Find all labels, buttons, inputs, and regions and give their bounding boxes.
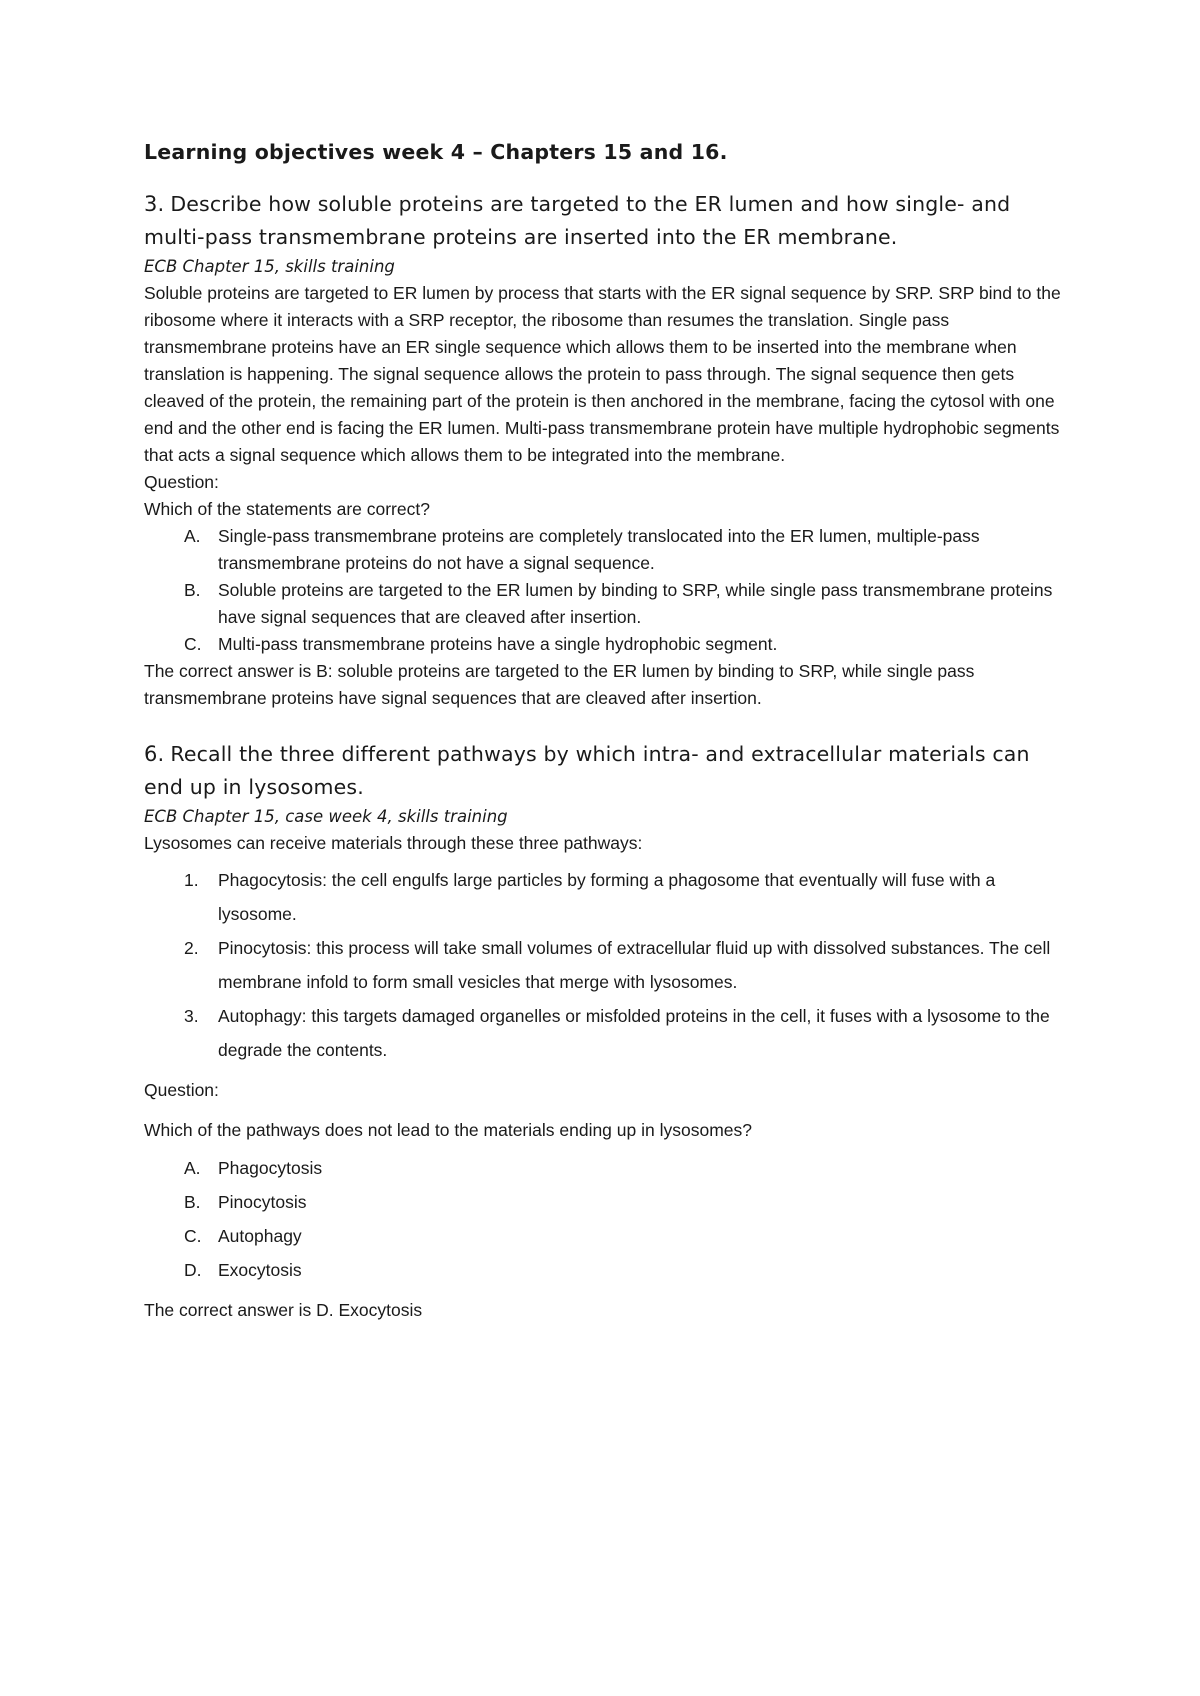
objective-3-heading bbox=[144, 188, 1074, 254]
option-text: Pinocytosis bbox=[218, 1192, 307, 1212]
option-item bbox=[184, 523, 1074, 577]
objective-6-number: 6. bbox=[144, 742, 165, 766]
objective-3-answer-text: Soluble proteins are targeted to ER lumen by process that starts with the ER signal sequence by SRP. SRP bind to the ribosome where it interacts with a SRP receptor, the ribosome than resumes the translation. Single pass transmembrane proteins have an ER single sequence which allows them to be inserted into the membrane when translation is happening. The signal sequence allows the protein to pass through. The signal sequence then gets cleaved of the protein, the remaining part of the protein is then anchored in the membrane, facing the cytosol with one end and the other end is facing the ER lumen. Multi-pass transmembrane protein have multiple hydrophobic segments that acts a signal sequence which allows them to be integrated into the membrane. bbox=[144, 283, 1061, 465]
document-title: Learning objectives week 4 – Chapters 15 and 16. bbox=[144, 140, 728, 164]
option-item bbox=[184, 1151, 1074, 1185]
objective-3-source: ECB Chapter 15, skills training bbox=[144, 257, 395, 276]
pathway-number: 2. bbox=[184, 938, 199, 958]
pathway-text: Phagocytosis: the cell engulfs large particles by forming a phagosome that eventually will fuse with a lysosome. bbox=[218, 870, 996, 924]
option-item bbox=[184, 1185, 1074, 1219]
objective-6-intro: Lysosomes can receive materials through these three pathways: bbox=[144, 833, 643, 853]
option-letter: D. bbox=[184, 1260, 202, 1280]
objective-3-question: Which of the statements are correct? bbox=[144, 499, 430, 519]
pathway-item bbox=[184, 931, 1074, 999]
option-text: Phagocytosis bbox=[218, 1158, 323, 1178]
pathway-item bbox=[184, 999, 1074, 1067]
objective-6-text: Recall the three different pathways by which intra- and extracellular materials can end up in lysosomes. bbox=[144, 742, 1030, 799]
option-text: Exocytosis bbox=[218, 1260, 302, 1280]
objective-3-options bbox=[144, 523, 1074, 658]
pathway-number: 3. bbox=[184, 1006, 199, 1026]
objective-3-question-label: Question: bbox=[144, 472, 219, 492]
pathway-number: 1. bbox=[184, 870, 199, 890]
pathway-text: Autophagy: this targets damaged organelles or misfolded proteins in the cell, it fuses with a lysosome to the degrade the contents. bbox=[218, 1006, 1050, 1060]
option-letter: B. bbox=[184, 1192, 201, 1212]
section-objective-6 bbox=[144, 738, 1074, 1327]
option-text: Multi-pass transmembrane proteins have a single hydrophobic segment. bbox=[218, 634, 778, 654]
option-item bbox=[184, 1253, 1074, 1287]
option-text: Autophagy bbox=[218, 1226, 302, 1246]
option-item bbox=[184, 577, 1074, 631]
objective-3-text: Describe how soluble proteins are targeted to the ER lumen and how single- and multi-pass transmembrane proteins are inserted into the ER membrane. bbox=[144, 192, 1011, 249]
pathway-text: Pinocytosis: this process will take small volumes of extracellular fluid up with dissolved substances. The cell membrane infold to form small vesicles that merge with lysosomes. bbox=[218, 938, 1051, 992]
option-letter: A. bbox=[184, 1158, 201, 1178]
option-letter: B. bbox=[184, 580, 201, 600]
objective-6-correct-answer: The correct answer is D. Exocytosis bbox=[144, 1300, 423, 1320]
objective-6-options bbox=[144, 1151, 1074, 1287]
objective-6-heading bbox=[144, 738, 1074, 804]
section-objective-3 bbox=[144, 188, 1074, 712]
objective-6-source: ECB Chapter 15, case week 4, skills training bbox=[144, 807, 508, 826]
pathways-list bbox=[144, 863, 1074, 1067]
option-item bbox=[184, 1219, 1074, 1253]
objective-6-question: Which of the pathways does not lead to the materials ending up in lysosomes? bbox=[144, 1120, 752, 1140]
objective-3-correct-answer: The correct answer is B: soluble proteins are targeted to the ER lumen by binding to SRP, while single pass transmembrane proteins have signal sequences that are cleaved after insertion. bbox=[144, 661, 975, 708]
option-letter: A. bbox=[184, 526, 201, 546]
option-letter: C. bbox=[184, 634, 202, 654]
document-page bbox=[144, 140, 1074, 1327]
objective-6-question-label: Question: bbox=[144, 1080, 219, 1100]
option-text: Soluble proteins are targeted to the ER lumen by binding to SRP, while single pass transmembrane proteins have signal sequences that are cleaved after insertion. bbox=[218, 580, 1053, 627]
option-item bbox=[184, 631, 1074, 658]
option-text: Single-pass transmembrane proteins are completely translocated into the ER lumen, multiple-pass transmembrane proteins do not have a signal sequence. bbox=[218, 526, 980, 573]
pathway-item bbox=[184, 863, 1074, 931]
objective-3-number: 3. bbox=[144, 192, 165, 216]
option-letter: C. bbox=[184, 1226, 202, 1246]
